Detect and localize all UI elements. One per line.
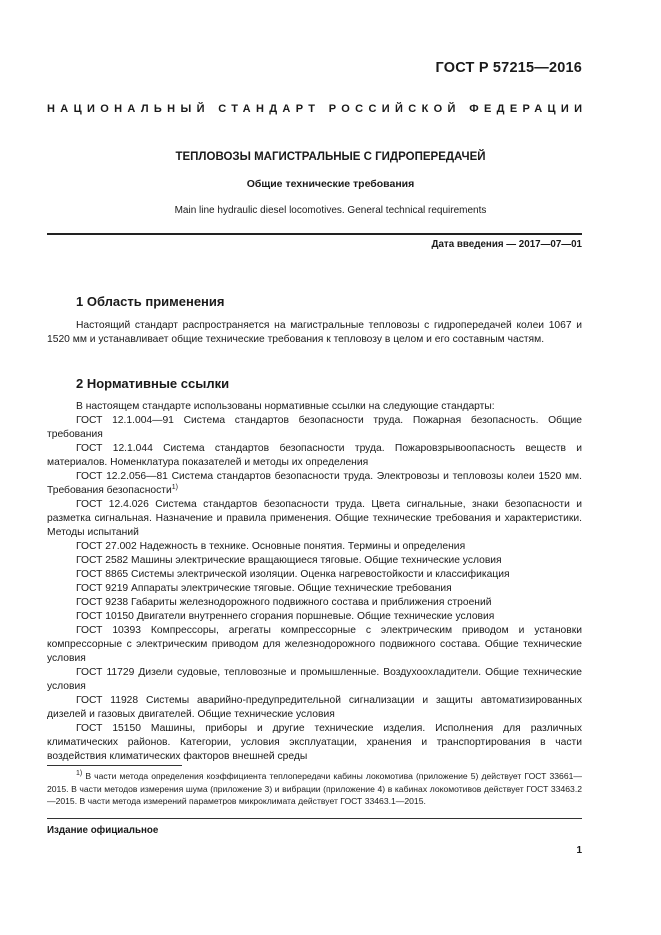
section-1-body xyxy=(47,319,582,347)
footnote-text: В части метода определения коэффициента теплопередачи кабины локомотива (приложение 5) действует ГОСТ 33661—2015. В части методов измерения шума (приложение 3) и вибрации (приложение 4) в кабинах локомотивов действует ГОСТ 33463.2—2015. В части метода измерений параметров микроклимата действует ГОСТ 33463.1—2015. xyxy=(47,771,582,806)
reference-item: ГОСТ 15150 Машины, приборы и другие технические изделия. Исполнения для различных климатических районов. Категории, условия эксплуатации, хранения и транспортирования в части воздействия климатических факторов внешней среды xyxy=(47,723,582,762)
footer-divider xyxy=(47,818,582,819)
section-1-text: Настоящий стандарт распространяется на магистральные тепловозы с гидропередачей колеи 1067 и 1520 мм и устанавливает общие технические требования к тепловозу в целом и его составным частям. xyxy=(47,320,582,345)
reference-item xyxy=(47,470,582,498)
reference-item: ГОСТ 11928 Системы аварийно-предупредительной сигнализации и защиты автоматизированных дизелей и газовых двигателей. Общие технические условия xyxy=(47,695,582,720)
section-2-intro: В настоящем стандарте использованы нормативные ссылки на следующие стандарты: xyxy=(76,401,495,412)
reference-item: ГОСТ 11729 Дизели судовые, тепловозные и промышленные. Воздухоохладители. Общие технические условия xyxy=(47,667,582,692)
effective-date: Дата введения — 2017—07—01 xyxy=(431,239,582,250)
section-2-body xyxy=(47,400,582,764)
page-number: 1 xyxy=(576,845,582,856)
reference-item: ГОСТ 27.002 Надежность в технике. Основные понятия. Термины и определения xyxy=(76,541,466,552)
reference-item: ГОСТ 10393 Компрессоры, агрегаты компрессорные с электрическим приводом и установки компрессорные с электрическим приводом для железнодорожного подвижного состава. Общие технические условия xyxy=(47,625,582,664)
national-standard-banner: НАЦИОНАЛЬНЫЙ СТАНДАРТ РОССИЙСКОЙ ФЕДЕРАЦИИ xyxy=(47,103,588,115)
reference-item: ГОСТ 9238 Габариты железнодорожного подвижного состава и приближения строений xyxy=(76,597,492,608)
english-title: Main line hydraulic diesel locomotives. General technical requirements xyxy=(174,205,487,216)
document-code: ГОСТ Р 57215—2016 xyxy=(435,60,582,76)
document-subtitle: Общие технические требования xyxy=(246,178,415,190)
reference-item: ГОСТ 9219 Аппараты электрические тяговые. Общие технические требования xyxy=(76,583,452,594)
footnote xyxy=(47,770,582,808)
reference-item: ГОСТ 10150 Двигатели внутреннего сгорания поршневые. Общие технические условия xyxy=(76,611,495,622)
reference-item: ГОСТ 8865 Системы электрической изоляции. Оценка нагревостойкости и классификация xyxy=(76,569,510,580)
reference-item: ГОСТ 12.4.026 Система стандартов безопасности труда. Цвета сигнальные, знаки безопасности и разметка сигнальная. Назначение и правила применения. Общие технические требования и характеристики. Методы испытаний xyxy=(47,499,582,538)
official-edition-label: Издание официальное xyxy=(47,825,159,836)
section-1-heading: 1 Область применения xyxy=(76,294,225,309)
section-2-heading: 2 Нормативные ссылки xyxy=(76,376,230,391)
reference-text: ГОСТ 12.2.056—81 Система стандартов безопасности труда. Электровозы и тепловозы колеи 1520 мм. Требования безопасности xyxy=(47,471,582,496)
footnote-marker: 1) xyxy=(171,484,178,491)
footnote-divider xyxy=(47,765,182,766)
reference-item: ГОСТ 2582 Машины электрические вращающиеся тяговые. Общие технические условия xyxy=(76,555,502,566)
reference-item: ГОСТ 12.1.044 Система стандартов безопасности труда. Пожаровзрывоопасность веществ и материалов. Номенклатура показателей и методы их определения xyxy=(47,443,582,468)
reference-item: ГОСТ 12.1.004—91 Система стандартов безопасности труда. Пожарная безопасность. Общие требования xyxy=(47,415,582,440)
document-title: ТЕПЛОВОЗЫ МАГИСТРАЛЬНЫЕ С ГИДРОПЕРЕДАЧЕЙ xyxy=(175,151,486,163)
footnote-marker: 1) xyxy=(76,770,83,777)
footnote-text-block xyxy=(47,770,582,808)
title-divider xyxy=(47,233,582,235)
